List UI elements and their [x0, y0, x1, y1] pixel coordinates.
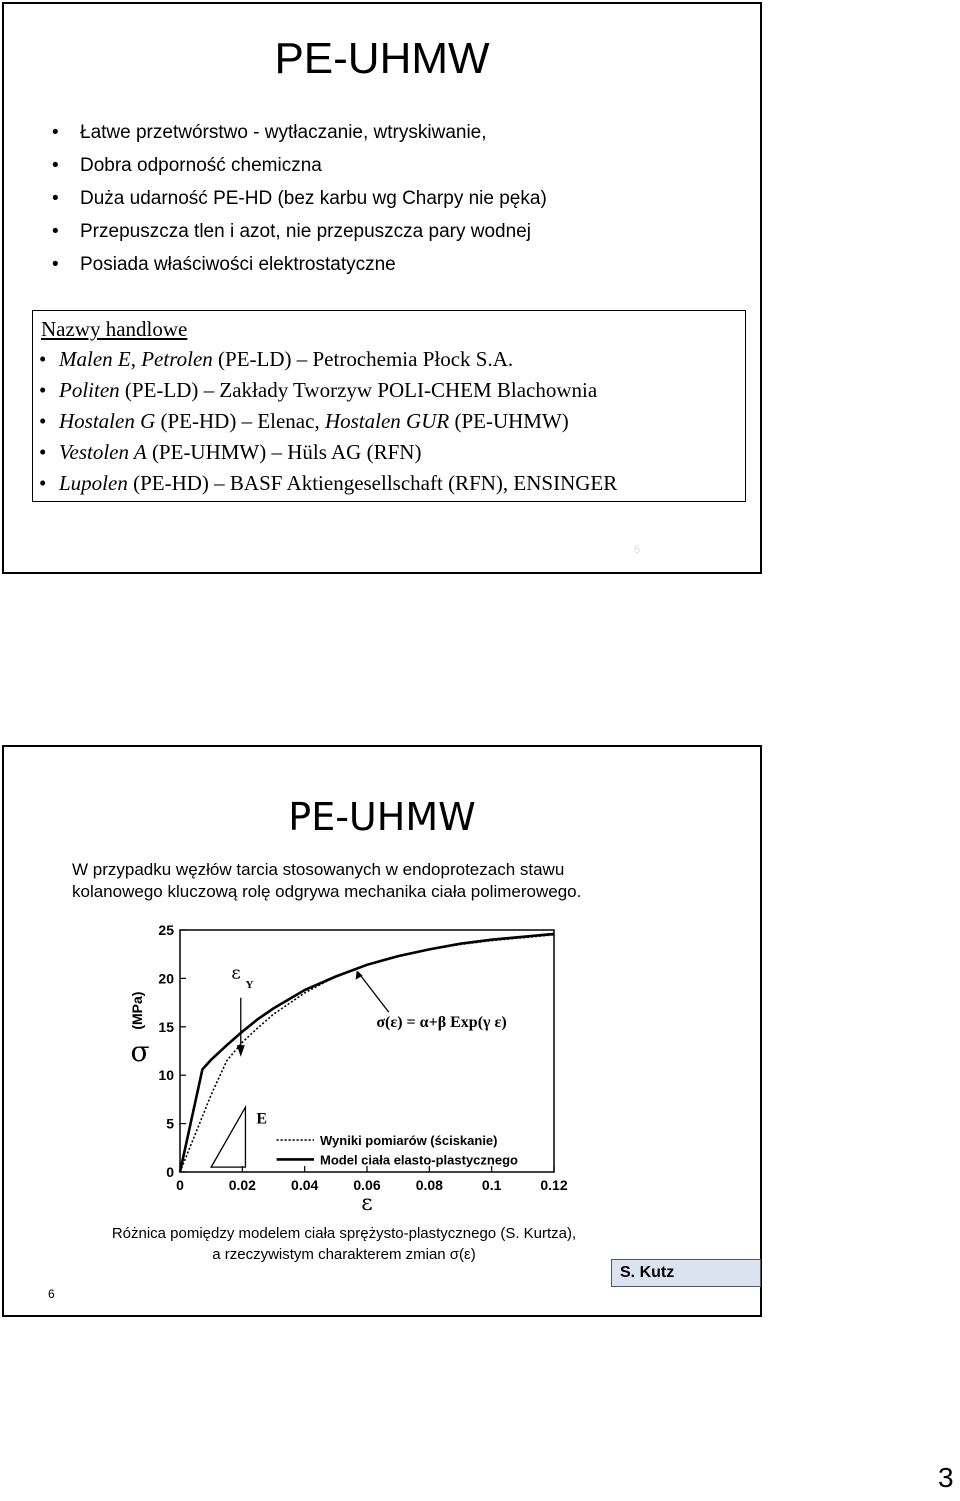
caption-line: a rzeczywistym charakterem zmian σ(ε)	[212, 1246, 476, 1263]
trade-name: Malen E	[59, 347, 131, 371]
bullet-icon: •	[52, 155, 59, 176]
intro-line: W przypadku węzłów tarcia stosowanych w endoprotezach stawu	[72, 860, 565, 879]
y-axis-unit: (MPa)	[129, 991, 145, 1030]
list-item-text: Posiada właściwości elektrostatyczne	[80, 254, 396, 275]
bullet-icon: •	[39, 471, 47, 495]
y-axis-symbol: σ	[130, 1035, 150, 1068]
x-axis-label: ε	[361, 1191, 373, 1212]
bullet-icon: •	[39, 347, 47, 371]
trade-name-detail: (PE-HD) – Elenac,	[155, 409, 325, 433]
trade-name-item	[39, 440, 421, 465]
y-tick-label: 25	[158, 922, 174, 938]
slide-1-title: PE-UHMW	[274, 34, 490, 83]
trade-name: Petrolen	[141, 347, 213, 371]
trade-name: Hostalen GUR	[324, 409, 450, 433]
legend-label: Wyniki pomiarów (ściskanie)	[320, 1133, 498, 1149]
equation-arrow-head	[356, 971, 363, 980]
list-item	[52, 215, 547, 248]
list-item	[52, 248, 547, 281]
bullet-icon: •	[52, 221, 59, 242]
modulus-label: E	[256, 1110, 268, 1128]
y-tick-label: 20	[158, 970, 174, 987]
list-item	[52, 149, 547, 182]
list-item-text: Duża udarność PE-HD (bez karbu wg Charpy nie pęka)	[80, 188, 547, 209]
sheet-page-number: 3	[938, 1462, 954, 1493]
trade-name-item	[39, 347, 513, 372]
trade-name: Hostalen G	[59, 409, 156, 433]
slide-2-title: PE-UHMW	[288, 795, 476, 839]
legend-label: Model ciała elasto-plastycznego	[320, 1152, 518, 1168]
list-item-text: Dobra odporność chemiczna	[80, 155, 322, 176]
stress-strain-chart	[104, 912, 584, 1212]
trade-name-detail: (PE-UHMW) – Hüls AG (RFN)	[146, 440, 422, 464]
source-badge: S. Kutz	[611, 1259, 761, 1287]
y-tick-label: 5	[166, 1115, 174, 1132]
trade-name-item	[39, 409, 569, 434]
trade-name-item	[39, 471, 617, 496]
intro-line: kolanowego kluczową rolę odgrywa mechanika ciała polimerowego.	[72, 882, 582, 901]
trade-name-detail: (PE-UHMW)	[449, 409, 569, 433]
trade-names-heading: Nazwy handlowe	[41, 317, 188, 341]
yield-arrow-head	[237, 1045, 245, 1057]
properties-list	[52, 116, 547, 281]
y-tick-label: 15	[158, 1018, 174, 1035]
list-item	[52, 182, 547, 215]
trade-name-detail: (PE-LD) – Zakłady Tworzyw POLI-CHEM Blachownia	[119, 378, 598, 402]
yield-symbol: ε	[231, 962, 241, 984]
list-item	[52, 116, 547, 149]
x-tick-label: 0.08	[415, 1177, 443, 1193]
slide-2	[2, 745, 762, 1317]
slide-2-intro	[72, 859, 581, 903]
list-item-text: Przepuszcza tlen i azot, nie przepuszcza pary wodnej	[80, 221, 531, 242]
trade-name: Politen	[59, 378, 120, 402]
x-tick-label: 0.1	[481, 1177, 502, 1193]
trade-name-item	[39, 378, 597, 403]
slide-1	[2, 2, 762, 574]
y-tick-label: 10	[158, 1067, 174, 1084]
modulus-triangle	[211, 1107, 245, 1167]
caption-line: Różnica pomiędzy modelem ciała sprężysto-plastycznego (S. Kurtza),	[111, 1225, 577, 1242]
y-tick-label: 0	[166, 1164, 174, 1180]
list-item-text: Łatwe przetwórstwo - wytłaczanie, wtryskiwanie,	[80, 122, 487, 143]
x-tick-label: 0.02	[228, 1177, 256, 1193]
x-tick-label: 0.12	[540, 1177, 568, 1193]
bullet-icon: •	[52, 188, 59, 209]
trade-name: Lupolen	[59, 471, 128, 495]
x-tick-label: 0.06	[353, 1177, 381, 1193]
bullet-icon: •	[39, 378, 47, 402]
bullet-icon: •	[39, 440, 47, 464]
trade-name: Vestolen A	[59, 440, 147, 464]
slide-page-number: 6	[48, 1287, 55, 1301]
trade-name-detail: (PE-LD) – Petrochemia Płock S.A.	[212, 347, 514, 371]
equation-label: σ(ε) = α+β Exp(γ ε)	[376, 1013, 507, 1031]
slide-page-number: 5	[634, 544, 641, 556]
bullet-icon: •	[52, 122, 59, 143]
yield-subscript: Y	[245, 979, 254, 992]
trade-name-detail: (PE-HD) – BASF Aktiengesellschaft (RFN), ENSINGER	[127, 471, 618, 495]
bullet-icon: •	[39, 409, 47, 433]
chart-caption	[74, 1223, 614, 1265]
bullet-icon: •	[52, 254, 59, 275]
x-tick-label: 0	[176, 1177, 184, 1193]
x-tick-label: 0.04	[291, 1177, 319, 1193]
separator: ,	[130, 347, 142, 371]
trade-names-box	[32, 310, 746, 502]
equation-arrow-shaft	[358, 972, 389, 1013]
